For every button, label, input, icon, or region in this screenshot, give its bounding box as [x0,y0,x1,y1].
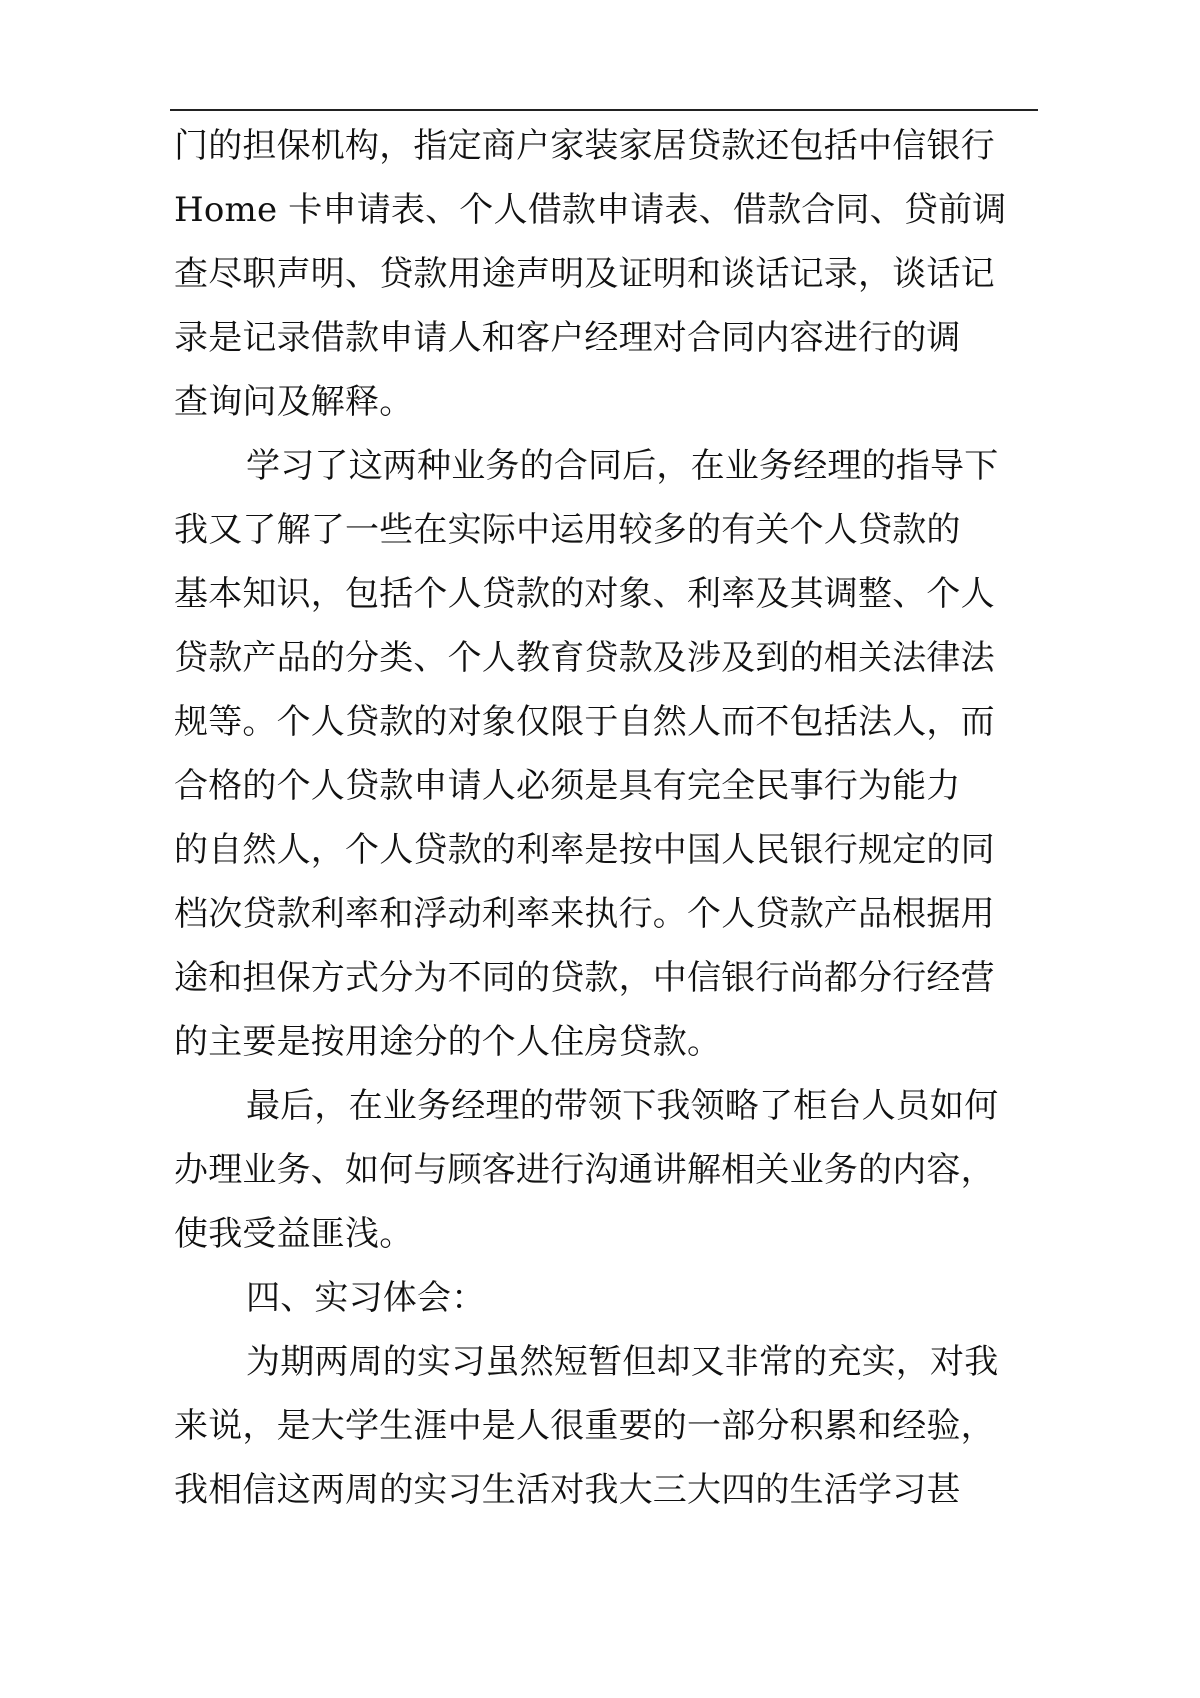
text-line: 合格的个人贷款申请人必须是具有完全民事行为能力 [174,766,961,806]
text-line: 录是记录借款申请人和客户经理对合同内容进行的调 [174,318,961,358]
text-line: 我相信这两周的实习生活对我大三大四的生活学习甚 [174,1470,961,1510]
text-line: 查询问及解释。 [174,382,414,422]
text-line: 贷款产品的分类、个人教育贷款及涉及到的相关法律法 [174,638,995,678]
text-line: 查尽职声明、贷款用途声明及证明和谈话记录，谈话记 [174,254,995,294]
text-line: 使我受益匪浅。 [174,1214,414,1254]
section-heading: 四、实习体会： [246,1278,486,1318]
paragraph-start-line: 为期两周的实习虽然短暂但却又非常的充实，对我 [246,1342,999,1382]
text-line: 我又了解了一些在实际中运用较多的有关个人贷款的 [174,510,961,550]
text-line: 途和担保方式分为不同的贷款，中信银行尚都分行经营 [174,958,995,998]
text-line: 基本知识，包括个人贷款的对象、利率及其调整、个人 [174,574,995,614]
text-line: 来说，是大学生涯中是人很重要的一部分积累和经验， [174,1406,995,1446]
text-line: 的主要是按用途分的个人住房贷款。 [174,1022,722,1062]
header-rule [170,109,1038,111]
text-line: 门的担保机构，指定商户家装家居贷款还包括中信银行 [174,126,995,166]
text-line: Home 卡申请表、个人借款申请表、借款合同、贷前调 [174,190,1007,230]
text-line: 的自然人，个人贷款的利率是按中国人民银行规定的同 [174,830,995,870]
text-line: 规等。个人贷款的对象仅限于自然人而不包括法人，而 [174,702,995,742]
paragraph-start-line: 学习了这两种业务的合同后，在业务经理的指导下 [246,446,999,486]
paragraph-start-line: 最后，在业务经理的带领下我领略了柜台人员如何 [246,1086,999,1126]
text-line: 办理业务、如何与顾客进行沟通讲解相关业务的内容， [174,1150,995,1190]
text-line: 档次贷款利率和浮动利率来执行。个人贷款产品根据用 [174,894,995,934]
